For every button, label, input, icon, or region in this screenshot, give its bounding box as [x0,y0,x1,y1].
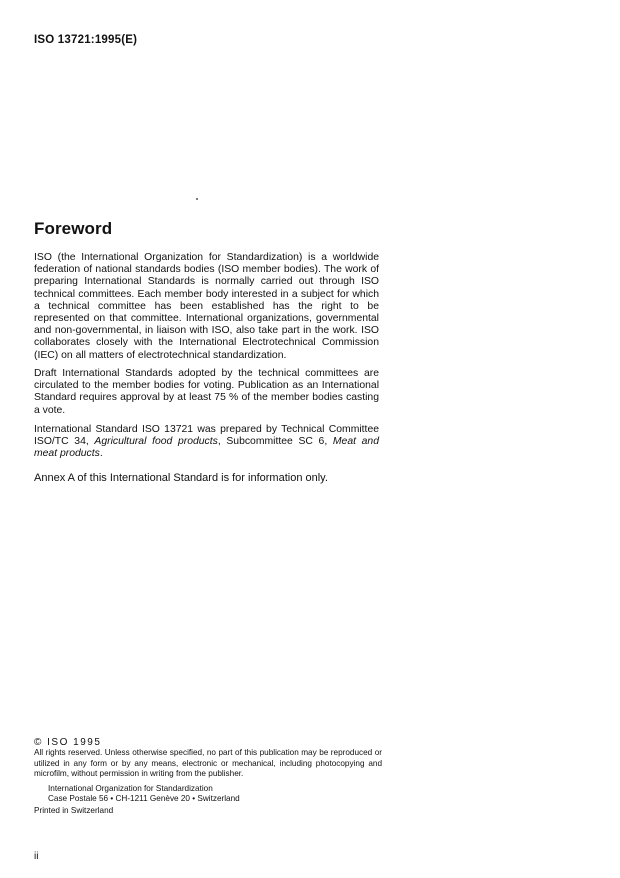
foreword-paragraph-4: Annex A of this International Standard is for information only. [34,472,328,484]
publisher-postal: Case Postale 56 • CH-1211 Genève 20 • Switzerland [48,794,240,804]
foreword-heading: Foreword [34,219,113,238]
committee-name: Agricultural food products [94,436,218,448]
document-header: ISO 13721:1995(E) [34,34,138,46]
scan-speck [196,198,199,201]
foreword-paragraph-2: Draft International Standards adopted by the technical committees are circulated to the member bodies for voting. Publication as an International Standard requires approval by at least 75 % of the member bodies casting a vote. [34,368,379,416]
copyright-notice: All rights reserved. Unless otherwise specified, no part of this publication may be reproduced or utilized in any form or by any means, electronic or mechanical, including photocopying and microfilm, without permission in writing from the publisher. [34,748,382,779]
copyright-block [34,738,382,817]
copyright-line: © ISO 1995 [34,737,102,748]
paragraph-3-text-2: , Subcommittee SC 6, [217,436,333,448]
paragraph-3-text-3: . [99,448,103,460]
publisher-name: International Organization for Standardization [48,783,213,793]
paragraph-3-text-1: International Standard ISO 13721 was prepared by Technical Committee ISO/TC 34, [34,424,379,448]
printed-in: Printed in Switzerland [34,806,114,816]
subcommittee-name: Meat and meat products [34,436,379,460]
publisher-address [48,784,382,805]
page-number: ii [34,851,39,862]
foreword-paragraph-1: ISO (the International Organization for Standardization) is a worldwide federation of national standards bodies (ISO member bodies). The work of preparing International Standards is normally carried out through ISO technical committees. Each member body interested in a subject for which a technical committee has been established has the right to be represented on that committee. International organizations, governmental and non-governmental, in liaison with ISO, also take part in the work. ISO collaborates closely with the International Electrotechnical Commission (IEC) on all matters of electrotechnical standardization. [34,252,379,361]
foreword-paragraph-3 [34,424,379,461]
